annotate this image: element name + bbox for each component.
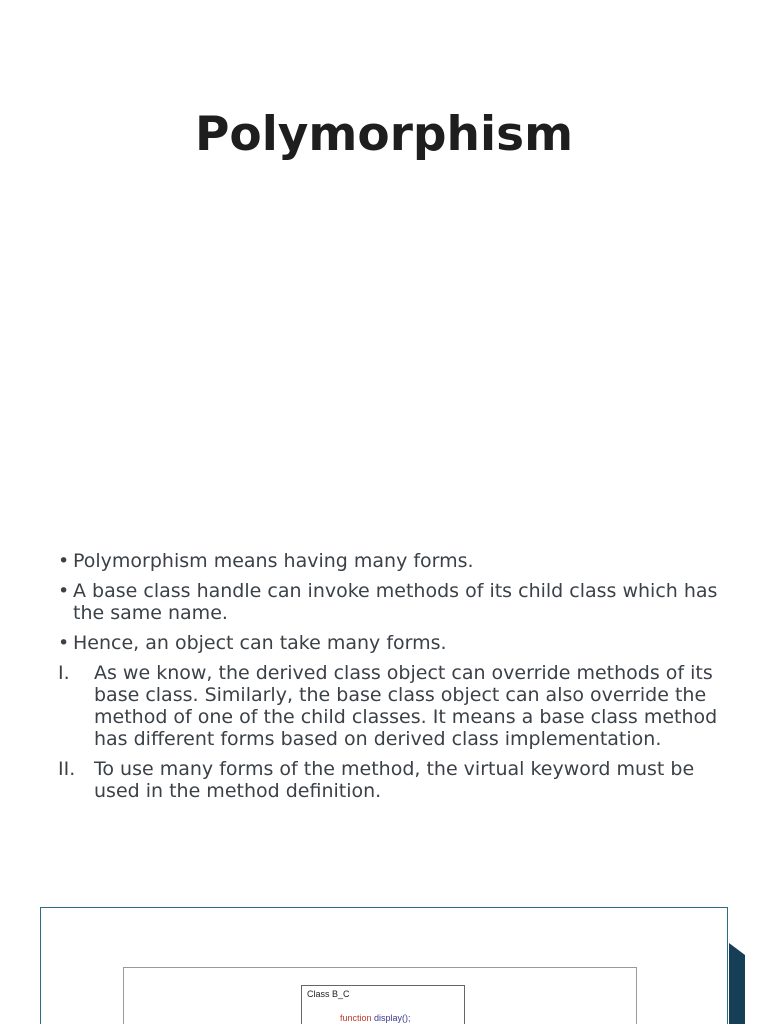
numbered-item bbox=[58, 662, 718, 750]
function-signature bbox=[340, 1013, 411, 1024]
next-slide-preview bbox=[40, 907, 728, 1024]
bullet-marker: • bbox=[58, 550, 70, 572]
slide-title: Polymorphism bbox=[194, 107, 574, 162]
class-name-label: Class B_C bbox=[307, 989, 350, 999]
numbered-item bbox=[58, 758, 718, 802]
function-keyword: function bbox=[340, 1013, 372, 1023]
bullet-marker: • bbox=[58, 580, 70, 602]
class-diagram bbox=[123, 967, 637, 1024]
bullet-item bbox=[58, 632, 718, 654]
numbered-text: To use many forms of the method, the virtual keyword must be used in the method definition. bbox=[94, 758, 695, 802]
numbered-marker: I. bbox=[58, 662, 70, 684]
slide-accent-tab bbox=[729, 943, 745, 1024]
bullet-item bbox=[58, 550, 718, 572]
numbered-text: As we know, the derived class object can override methods of its base class. Similarly, the base class object can also override the method of one of the child classes. It means a base class method has different forms based on derived class implementation. bbox=[94, 662, 718, 750]
bullet-text: Polymorphism means having many forms. bbox=[73, 550, 474, 572]
slide-content bbox=[58, 550, 718, 810]
bullet-item bbox=[58, 580, 718, 624]
numbered-marker: II. bbox=[58, 758, 76, 780]
class-box bbox=[301, 985, 465, 1024]
function-call: display(); bbox=[374, 1013, 411, 1023]
bullet-text: A base class handle can invoke methods of its child class which has the same name. bbox=[73, 580, 718, 624]
bullet-marker: • bbox=[58, 632, 70, 654]
bullet-text: Hence, an object can take many forms. bbox=[73, 632, 447, 654]
